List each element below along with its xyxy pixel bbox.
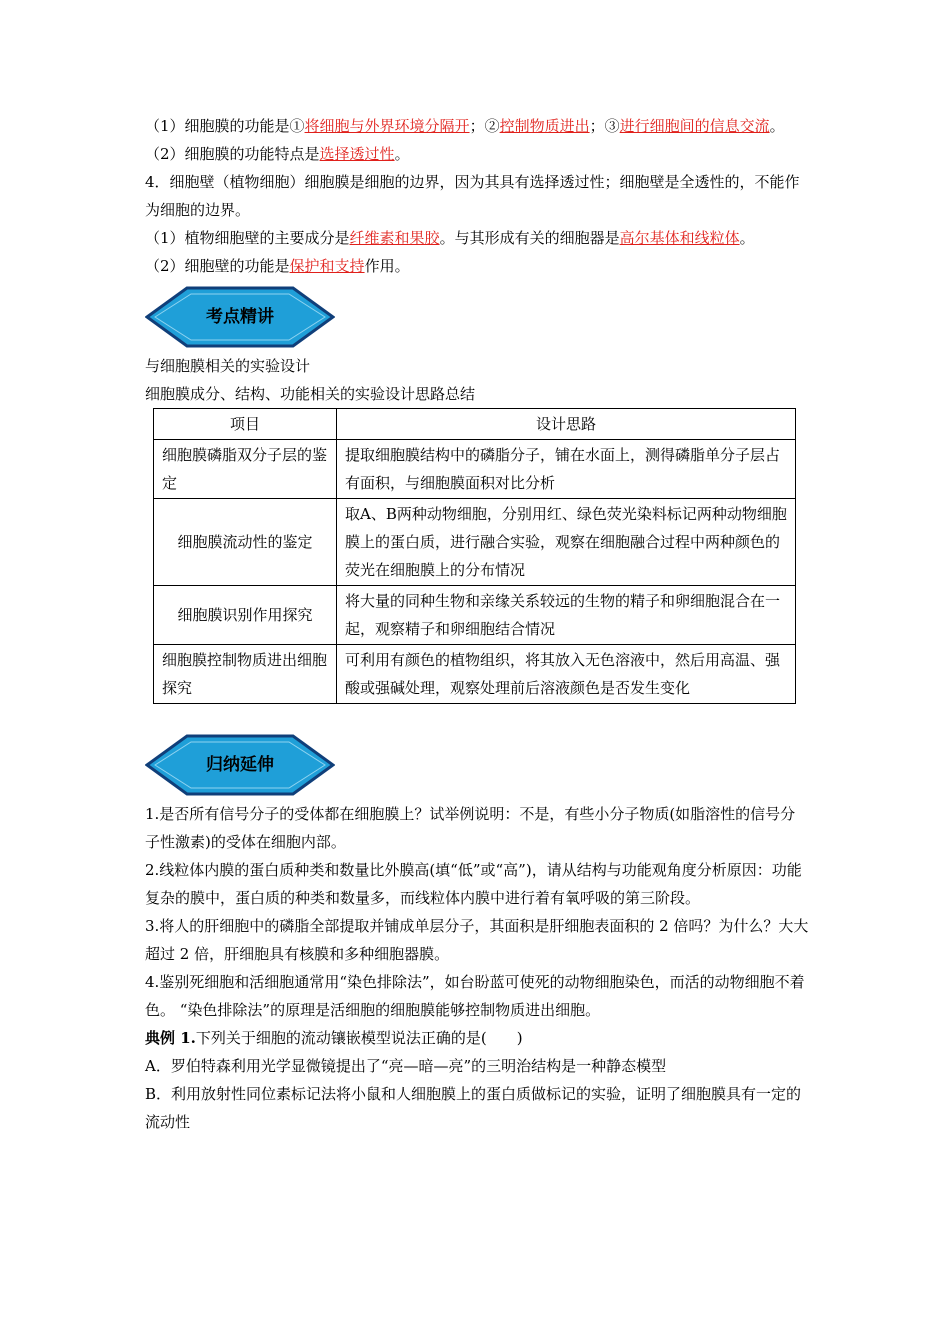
document-page (145, 112, 810, 1136)
banner-title: 考点精讲 (206, 307, 274, 327)
answer-blank: 纤维素和果胶 (349, 229, 440, 247)
table-cell-design: 可利用有颜色的植物组织，将其放入无色溶液中，然后用高温、强酸或强碱处理，观察处理前后溶液颜色是否发生变化 (337, 645, 796, 704)
table-header-row (154, 409, 796, 440)
column-header: 设计思路 (337, 409, 796, 440)
example-question: 典例 1.下列关于细胞的流动镶嵌模型说法正确的是( ) (145, 1029, 523, 1047)
option-b: B．利用放射性同位素标记法将小鼠和人细胞膜上的蛋白质做标记的实验，证明了细胞膜具有一定的流动性 (145, 1085, 802, 1131)
option-a: A．罗伯特森利用光学显微镜提出了“亮—暗—亮”的三明治结构是一种静态模型 (145, 1057, 667, 1075)
answer-blank: 高尔基体和线粒体 (619, 229, 740, 247)
answer-blank: 控制物质进出 (499, 117, 590, 135)
answer-blank: 进行细胞间的信息交流 (619, 117, 770, 135)
table-row (154, 499, 796, 586)
table-cell-item: 细胞膜磷脂双分子层的鉴定 (154, 440, 337, 499)
section-banner-key-points (145, 286, 335, 348)
cell-wall-function-paragraph: （2）细胞壁的功能是保护和支持作用。 (145, 257, 410, 275)
section-banner-summary (145, 734, 335, 796)
table-row (154, 440, 796, 499)
table-row (154, 645, 796, 704)
experiment-design-table (153, 408, 796, 704)
table-cell-item: 细胞膜控制物质进出细胞探究 (154, 645, 337, 704)
answer-blank: 将细胞与外界环境分隔开 (304, 117, 470, 135)
cell-wall-composition-paragraph: （1）植物细胞壁的主要成分是纤维素和果胶。与其形成有关的细胞器是高尔基体和线粒体。 (145, 229, 755, 247)
membrane-feature-paragraph: （2）细胞膜的功能特点是选择透过性。 (145, 145, 410, 163)
question-2: 2.线粒体内膜的蛋白质种类和数量比外膜高(填“低”或“高”)，请从结构与功能观角度分析原因：功能复杂的膜中，蛋白质的种类和数量多，而线粒体内膜中进行着有氧呼吸的第三阶段。 (145, 861, 802, 907)
table-cell-design: 提取细胞膜结构中的磷脂分子，铺在水面上，测得磷脂单分子层占有面积，与细胞膜面积对比分析 (337, 440, 796, 499)
answer-blank: 选择透过性 (319, 145, 395, 163)
section-intro: 与细胞膜相关的实验设计 (145, 357, 311, 375)
column-header: 项目 (154, 409, 337, 440)
table-row (154, 586, 796, 645)
answer-blank: 保护和支持 (289, 257, 365, 275)
banner-title: 归纳延伸 (206, 755, 274, 775)
table-cell-item: 细胞膜识别作用探究 (154, 586, 337, 645)
table-caption: 细胞膜成分、结构、功能相关的实验设计思路总结 (145, 385, 476, 403)
table-cell-design: 将大量的同种生物和亲缘关系较远的生物的精子和卵细胞混合在一起，观察精子和卵细胞结合情况 (337, 586, 796, 645)
question-3: 3.将人的肝细胞中的磷脂全部提取并铺成单层分子，其面积是肝细胞表面积的 2 倍吗？为什么？大大超过 2 倍，肝细胞具有核膜和多种细胞器膜。 (145, 917, 809, 963)
example-label: 典例 1. (145, 1029, 196, 1047)
question-4: 4.鉴别死细胞和活细胞通常用“染色排除法”，如台盼蓝可使死的动物细胞染色，而活的动物细胞不着色。 “染色排除法”的原理是活细胞的细胞膜能够控制物质进出细胞。 (145, 973, 805, 1019)
table-cell-item: 细胞膜流动性的鉴定 (154, 499, 337, 586)
table-cell-design: 取A、B两种动物细胞，分别用红、绿色荧光染料标记两种动物细胞膜上的蛋白质，进行融合实验，观察在细胞融合过程中两种颜色的荧光在细胞膜上的分布情况 (337, 499, 796, 586)
cell-wall-paragraph: 4．细胞壁（植物细胞）细胞膜是细胞的边界，因为其具有选择透过性；细胞壁是全透性的，不能作为细胞的边界。 (145, 173, 800, 219)
question-1: 1.是否所有信号分子的受体都在细胞膜上？试举例说明：不是，有些小分子物质(如脂溶性的信号分子性激素)的受体在细胞内部。 (145, 805, 796, 851)
membrane-function-paragraph: （1）细胞膜的功能是①将细胞与外界环境分隔开；②控制物质进出；③进行细胞间的信息交流。 (145, 117, 785, 135)
